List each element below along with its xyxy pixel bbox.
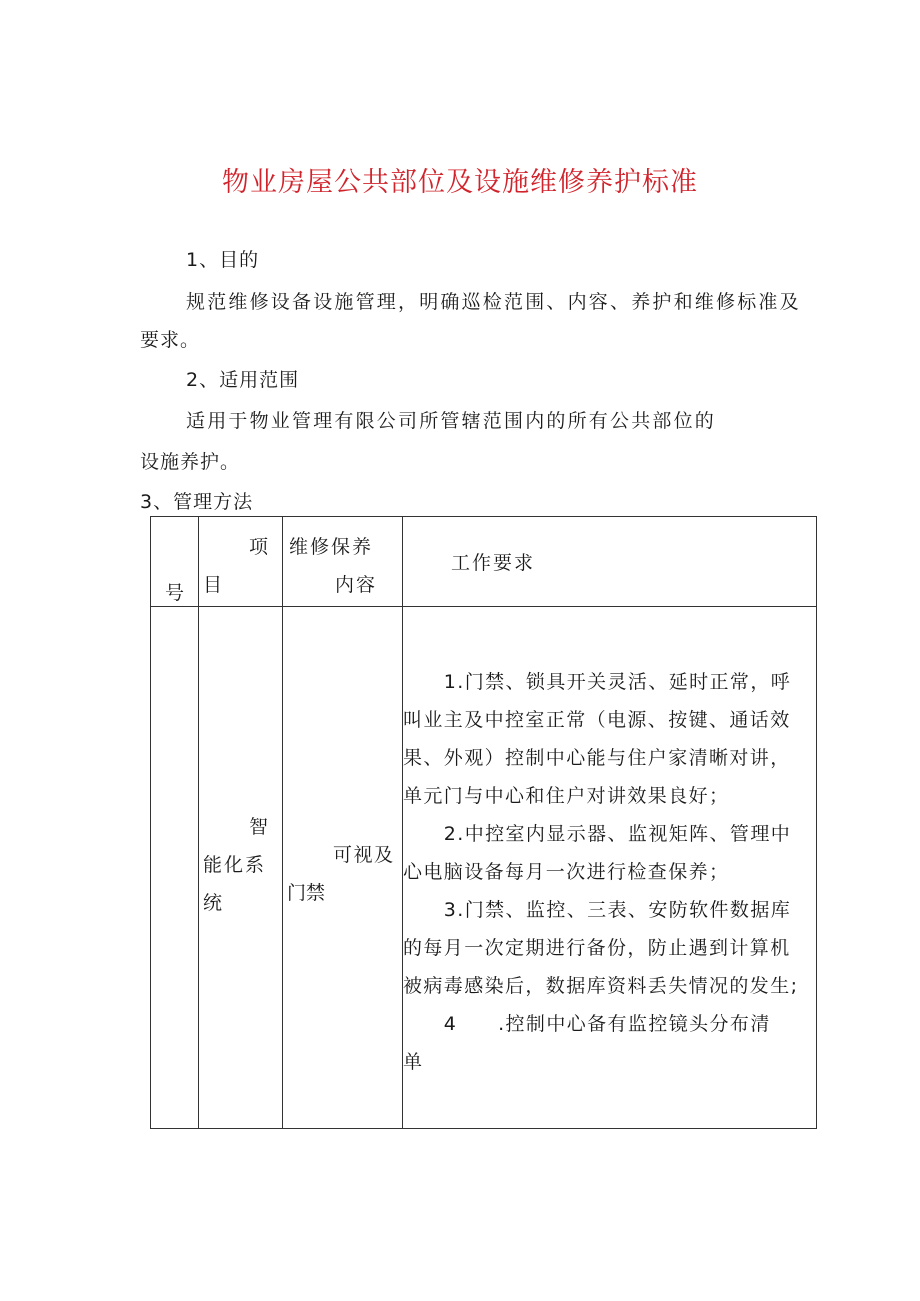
- header-number-label: 号: [165, 582, 185, 604]
- maintenance-standards-table: [150, 516, 817, 1129]
- requirement-line: 单元门与中心和住户对讲效果良好；: [403, 785, 730, 807]
- purpose-heading: 1、目的: [186, 249, 260, 271]
- row-number-cell: [151, 607, 199, 1129]
- item-name-line-1: 智: [249, 816, 269, 838]
- maintenance-content-line-2: 门禁: [287, 882, 326, 904]
- requirement-line: 3.门禁、监控、三表、安防软件数据库: [403, 899, 792, 921]
- purpose-text-line-1: 规范维修设备设施管理，明确巡检范围、内容、养护和维修标准及: [186, 291, 801, 313]
- header-cell-requirements: [403, 517, 817, 607]
- header-cell-content: [283, 517, 403, 607]
- header-item-label-top: 项: [249, 536, 269, 558]
- requirement-line: 1.门禁、锁具开关灵活、延时正常，呼: [403, 671, 792, 693]
- header-item-label-bottom: 目: [203, 574, 223, 596]
- requirement-line: 果、外观）控制中心能与住户家清晰对讲，: [403, 747, 791, 769]
- method-heading: 3、管理方法: [140, 491, 254, 513]
- scope-text-line-1: 适用于物业管理有限公司所管辖范围内的所有公共部位的: [186, 410, 717, 432]
- item-name-line-3: 统: [203, 892, 223, 914]
- purpose-text-line-2: 要求。: [140, 329, 201, 351]
- document-title: 物业房屋公共部位及设施维修养护标准: [222, 167, 698, 198]
- item-name-line-2: 能化系: [203, 854, 267, 876]
- requirement-line: 4 .控制中心备有监控镜头分布清: [403, 1013, 771, 1035]
- requirement-line: 2.中控室内显示器、监视矩阵、管理中: [403, 823, 792, 845]
- row-item-cell: [199, 607, 283, 1129]
- table-header-row: [151, 517, 817, 607]
- header-content-label-bottom: 内容: [335, 574, 378, 596]
- requirement-line: 叫业主及中控室正常（电源、按键、通话效: [403, 709, 791, 731]
- row-content-cell: [283, 607, 403, 1129]
- header-requirements-label: 工作要求: [451, 552, 536, 574]
- requirements-text-block: [403, 663, 813, 1081]
- requirement-line: 心电脑设备每月一次进行检查保养；: [403, 861, 730, 883]
- scope-heading: 2、适用范围: [186, 369, 300, 391]
- scope-text-line-2: 设施养护。: [140, 451, 241, 473]
- row-requirements-cell: [403, 607, 817, 1129]
- header-content-label-top: 维修保养: [289, 536, 374, 558]
- table-row: [151, 607, 817, 1129]
- maintenance-content-line-1: 可视及: [333, 844, 395, 866]
- requirement-line: 的每月一次定期进行备份，防止遇到计算机: [403, 937, 791, 959]
- header-cell-number: [151, 517, 199, 607]
- header-cell-item: [199, 517, 283, 607]
- requirement-line: 被病毒感染后，数据库资料丢失情况的发生;: [403, 975, 799, 997]
- requirement-line: 单: [403, 1051, 424, 1073]
